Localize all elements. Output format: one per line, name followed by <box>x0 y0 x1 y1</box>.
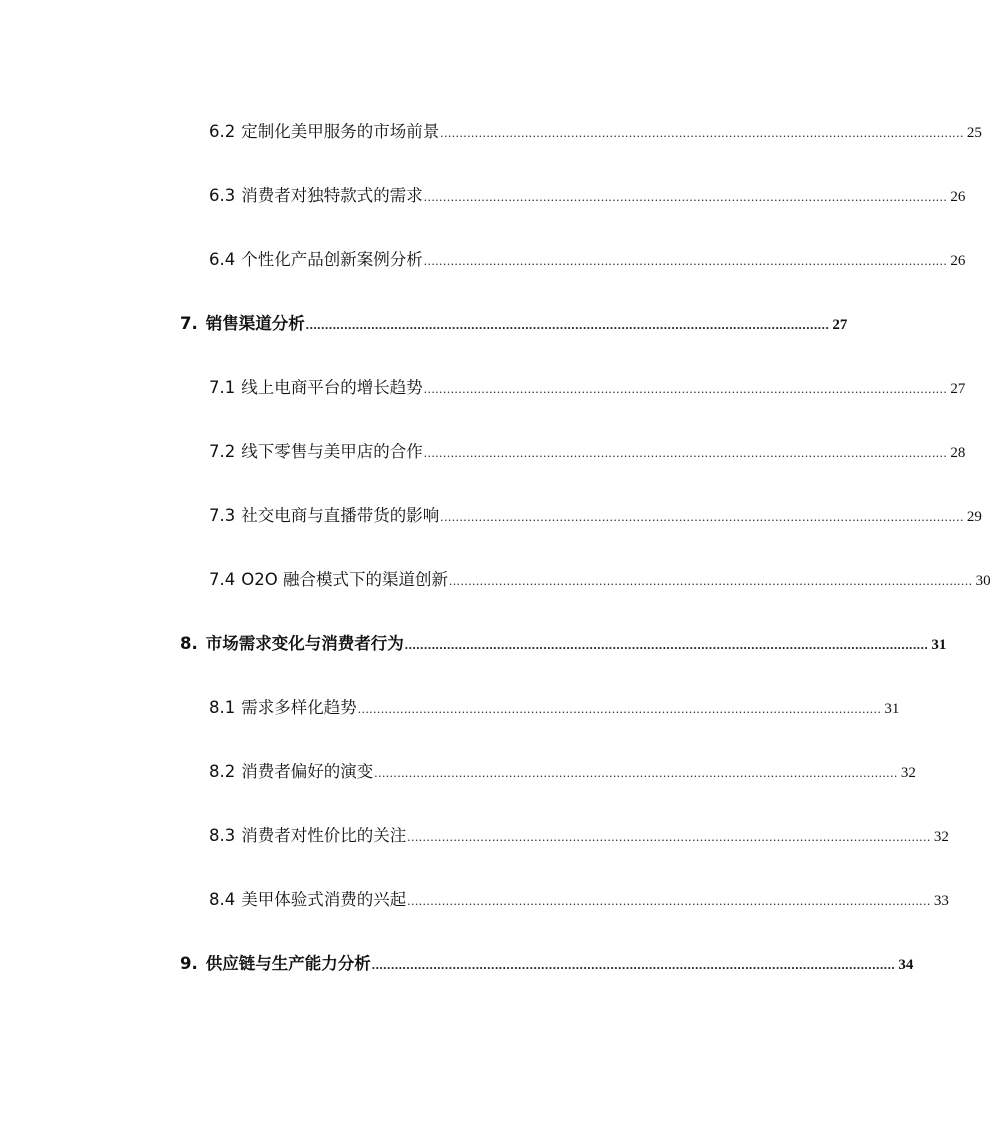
dot-leader: ........................................................................................................................................ <box>423 381 948 396</box>
toc-entry-title: 销售渠道分析 <box>205 314 305 333</box>
toc-entry-page: 26 <box>950 189 966 205</box>
dot-leader: ........................................................................................................................................ <box>371 957 896 972</box>
toc-entry-number: 7.3 <box>209 506 236 525</box>
toc-entry-number: 6.4 <box>209 250 236 269</box>
dot-leader: ........................................................................................................................................ <box>357 701 882 716</box>
toc-entry-title: 定制化美甲服务的市场前景 <box>241 122 440 141</box>
toc-entry-title: 消费者对独特款式的需求 <box>241 186 423 205</box>
toc-entry-number: 8.4 <box>209 890 236 909</box>
dot-leader: ........................................................................................................................................ <box>404 637 929 652</box>
toc-entry-8-4[interactable] <box>209 886 949 912</box>
toc-entry-6-2[interactable] <box>209 118 982 144</box>
dot-leader: ........................................................................................................................................ <box>423 189 948 204</box>
toc-entry-title: 市场需求变化与消费者行为 <box>205 634 404 653</box>
toc-entry-8-1[interactable] <box>209 694 900 720</box>
toc-entry-page: 30 <box>975 573 991 589</box>
dot-leader: ........................................................................................................................................ <box>374 765 898 780</box>
dot-leader: ........................................................................................................................................ <box>407 893 931 908</box>
toc-entry-page: 33 <box>933 893 949 909</box>
toc-entry-page: 32 <box>900 765 916 781</box>
toc-entry-number: 8.1 <box>209 698 236 717</box>
toc-entry-title: 消费者对性价比的关注 <box>241 826 407 845</box>
toc-entry-title: 美甲体验式消费的兴起 <box>241 890 407 909</box>
dot-leader: ........................................................................................................................................ <box>423 445 948 460</box>
dot-leader: ........................................................................................................................................ <box>440 125 964 140</box>
toc-entry-title: 个性化产品创新案例分析 <box>241 250 423 269</box>
toc-entry-page: 28 <box>950 445 966 461</box>
toc-entry-7-3[interactable] <box>209 502 982 528</box>
toc-entry-number: 8.3 <box>209 826 236 845</box>
toc-entry-number: 8. <box>180 634 198 653</box>
toc-entry-number: 6.2 <box>209 122 236 141</box>
toc-entry-8[interactable] <box>180 630 947 656</box>
toc-entry-6-4[interactable] <box>209 246 966 272</box>
toc-entry-6-3[interactable] <box>209 182 966 208</box>
dot-leader: ........................................................................................................................................ <box>448 573 973 588</box>
toc-entry-page: 27 <box>950 381 966 397</box>
toc-entry-number: 7.4 <box>209 570 236 589</box>
toc-entry-7-4[interactable] <box>209 566 991 592</box>
toc-entry-title: O2O 融合模式下的渠道创新 <box>241 570 448 589</box>
toc-entry-title: 线上电商平台的增长趋势 <box>241 378 423 397</box>
toc-entry-page: 32 <box>933 829 949 845</box>
dot-leader: ........................................................................................................................................ <box>440 509 964 524</box>
toc-entry-9[interactable] <box>180 950 914 976</box>
toc-entry-page: 26 <box>950 253 966 269</box>
dot-leader: ........................................................................................................................................ <box>305 317 830 332</box>
toc-entry-page: 25 <box>966 125 982 141</box>
toc-entry-7-1[interactable] <box>209 374 966 400</box>
toc-entry-page: 34 <box>898 957 914 973</box>
toc-entry-number: 9. <box>180 954 198 973</box>
toc-entry-title: 需求多样化趋势 <box>241 698 357 717</box>
toc-entry-title: 线下零售与美甲店的合作 <box>241 442 423 461</box>
toc-entry-7[interactable] <box>180 310 848 336</box>
toc-entry-number: 7.2 <box>209 442 236 461</box>
toc-entry-7-2[interactable] <box>209 438 966 464</box>
toc-entry-number: 8.2 <box>209 762 236 781</box>
toc-entry-page: 27 <box>832 317 848 333</box>
toc-entry-8-2[interactable] <box>209 758 916 784</box>
dot-leader: ........................................................................................................................................ <box>407 829 931 844</box>
toc-entry-title: 社交电商与直播带货的影响 <box>241 506 440 525</box>
toc-entry-page: 31 <box>931 637 947 653</box>
toc-entry-page: 31 <box>884 701 900 717</box>
dot-leader: ........................................................................................................................................ <box>423 253 948 268</box>
toc-entry-number: 7.1 <box>209 378 236 397</box>
toc-entry-number: 7. <box>180 314 198 333</box>
toc-entry-page: 29 <box>966 509 982 525</box>
toc-entry-title: 供应链与生产能力分析 <box>205 954 371 973</box>
toc-entry-title: 消费者偏好的演变 <box>241 762 374 781</box>
toc-entry-number: 6.3 <box>209 186 236 205</box>
toc-entry-8-3[interactable] <box>209 822 949 848</box>
